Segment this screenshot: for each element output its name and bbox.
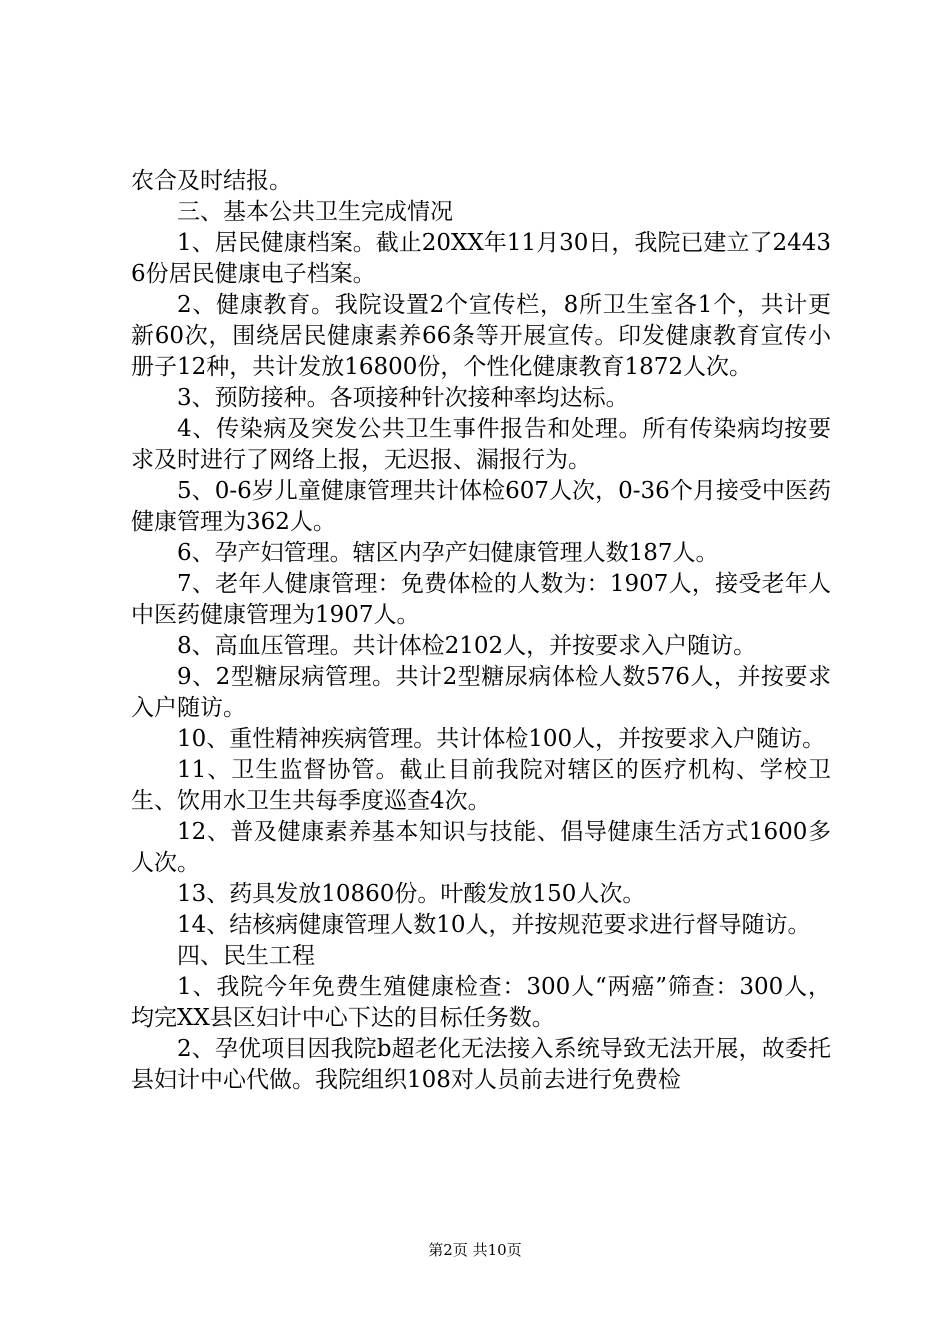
paragraph: 1、我院今年免费生殖健康检查：300人“两癌”筛查：300人，均完XX县区妇计中心下达的目标任务数。 [131,974,831,1031]
paragraph: 13、药具发放10860份。叶酸发放150人次。 [177,881,646,907]
paragraph: 9、2型糖尿病管理。共计2型糖尿病体检人数576人，并按要求入户随访。 [131,664,831,721]
paragraph: 5、0-6岁儿童健康管理共计体检607人次，0-36个月接受中医药健康管理为362人。 [131,478,831,535]
paragraph: 8、高血压管理。共计体检2102人，并按要求入户随访。 [177,633,757,659]
page-number-footer: 第2页 共10页 [428,1241,522,1259]
paragraph: 3、预防接种。各项接种针次接种率均达标。 [177,385,629,411]
paragraph: 11、卫生监督协管。截止目前我院对辖区的医疗机构、学校卫生、饮用水卫生共每季度巡查4次。 [131,757,831,814]
section-heading: 三、基本公共卫生完成情况 [177,199,453,225]
paragraph: 7、老年人健康管理：免费体检的人数为：1907人，接受老年人中医药健康管理为1907人。 [131,571,831,628]
paragraph: 2、健康教育。我院设置2个宣传栏，8所卫生室各1个，共计更新60次，围绕居民健康素养66条等开展宣传。印发健康教育宣传小册子12种，共计发放16800份，个性化健康教育1872人次。 [131,292,831,380]
section-heading: 四、民生工程 [177,943,315,969]
paragraph: 12、普及健康素养基本知识与技能、倡导健康生活方式1600多人次。 [131,819,831,876]
paragraph: 14、结核病健康管理人数10人，并按规范要求进行督导随访。 [177,912,811,938]
document-body [131,166,831,1096]
paragraph: 2、孕优项目因我院b超老化无法接入系统导致无法开展，故委托县妇计中心代做。我院组织108对人员前去进行免费检 [131,1036,831,1093]
paragraph: 10、重性精神疾病管理。共计体检100人，并按要求入户随访。 [177,726,826,752]
paragraph: 6、孕产妇管理。辖区内孕产妇健康管理人数187人。 [177,540,719,566]
paragraph: 1、居民健康档案。截止20XX年11月30日，我院已建立了24436份居民健康电子档案。 [131,230,831,287]
paragraph: 农合及时结报。 [131,168,292,194]
paragraph: 4、传染病及突发公共卫生事件报告和处理。所有传染病均按要求及时进行了网络上报，无迟报、漏报行为。 [131,416,831,473]
